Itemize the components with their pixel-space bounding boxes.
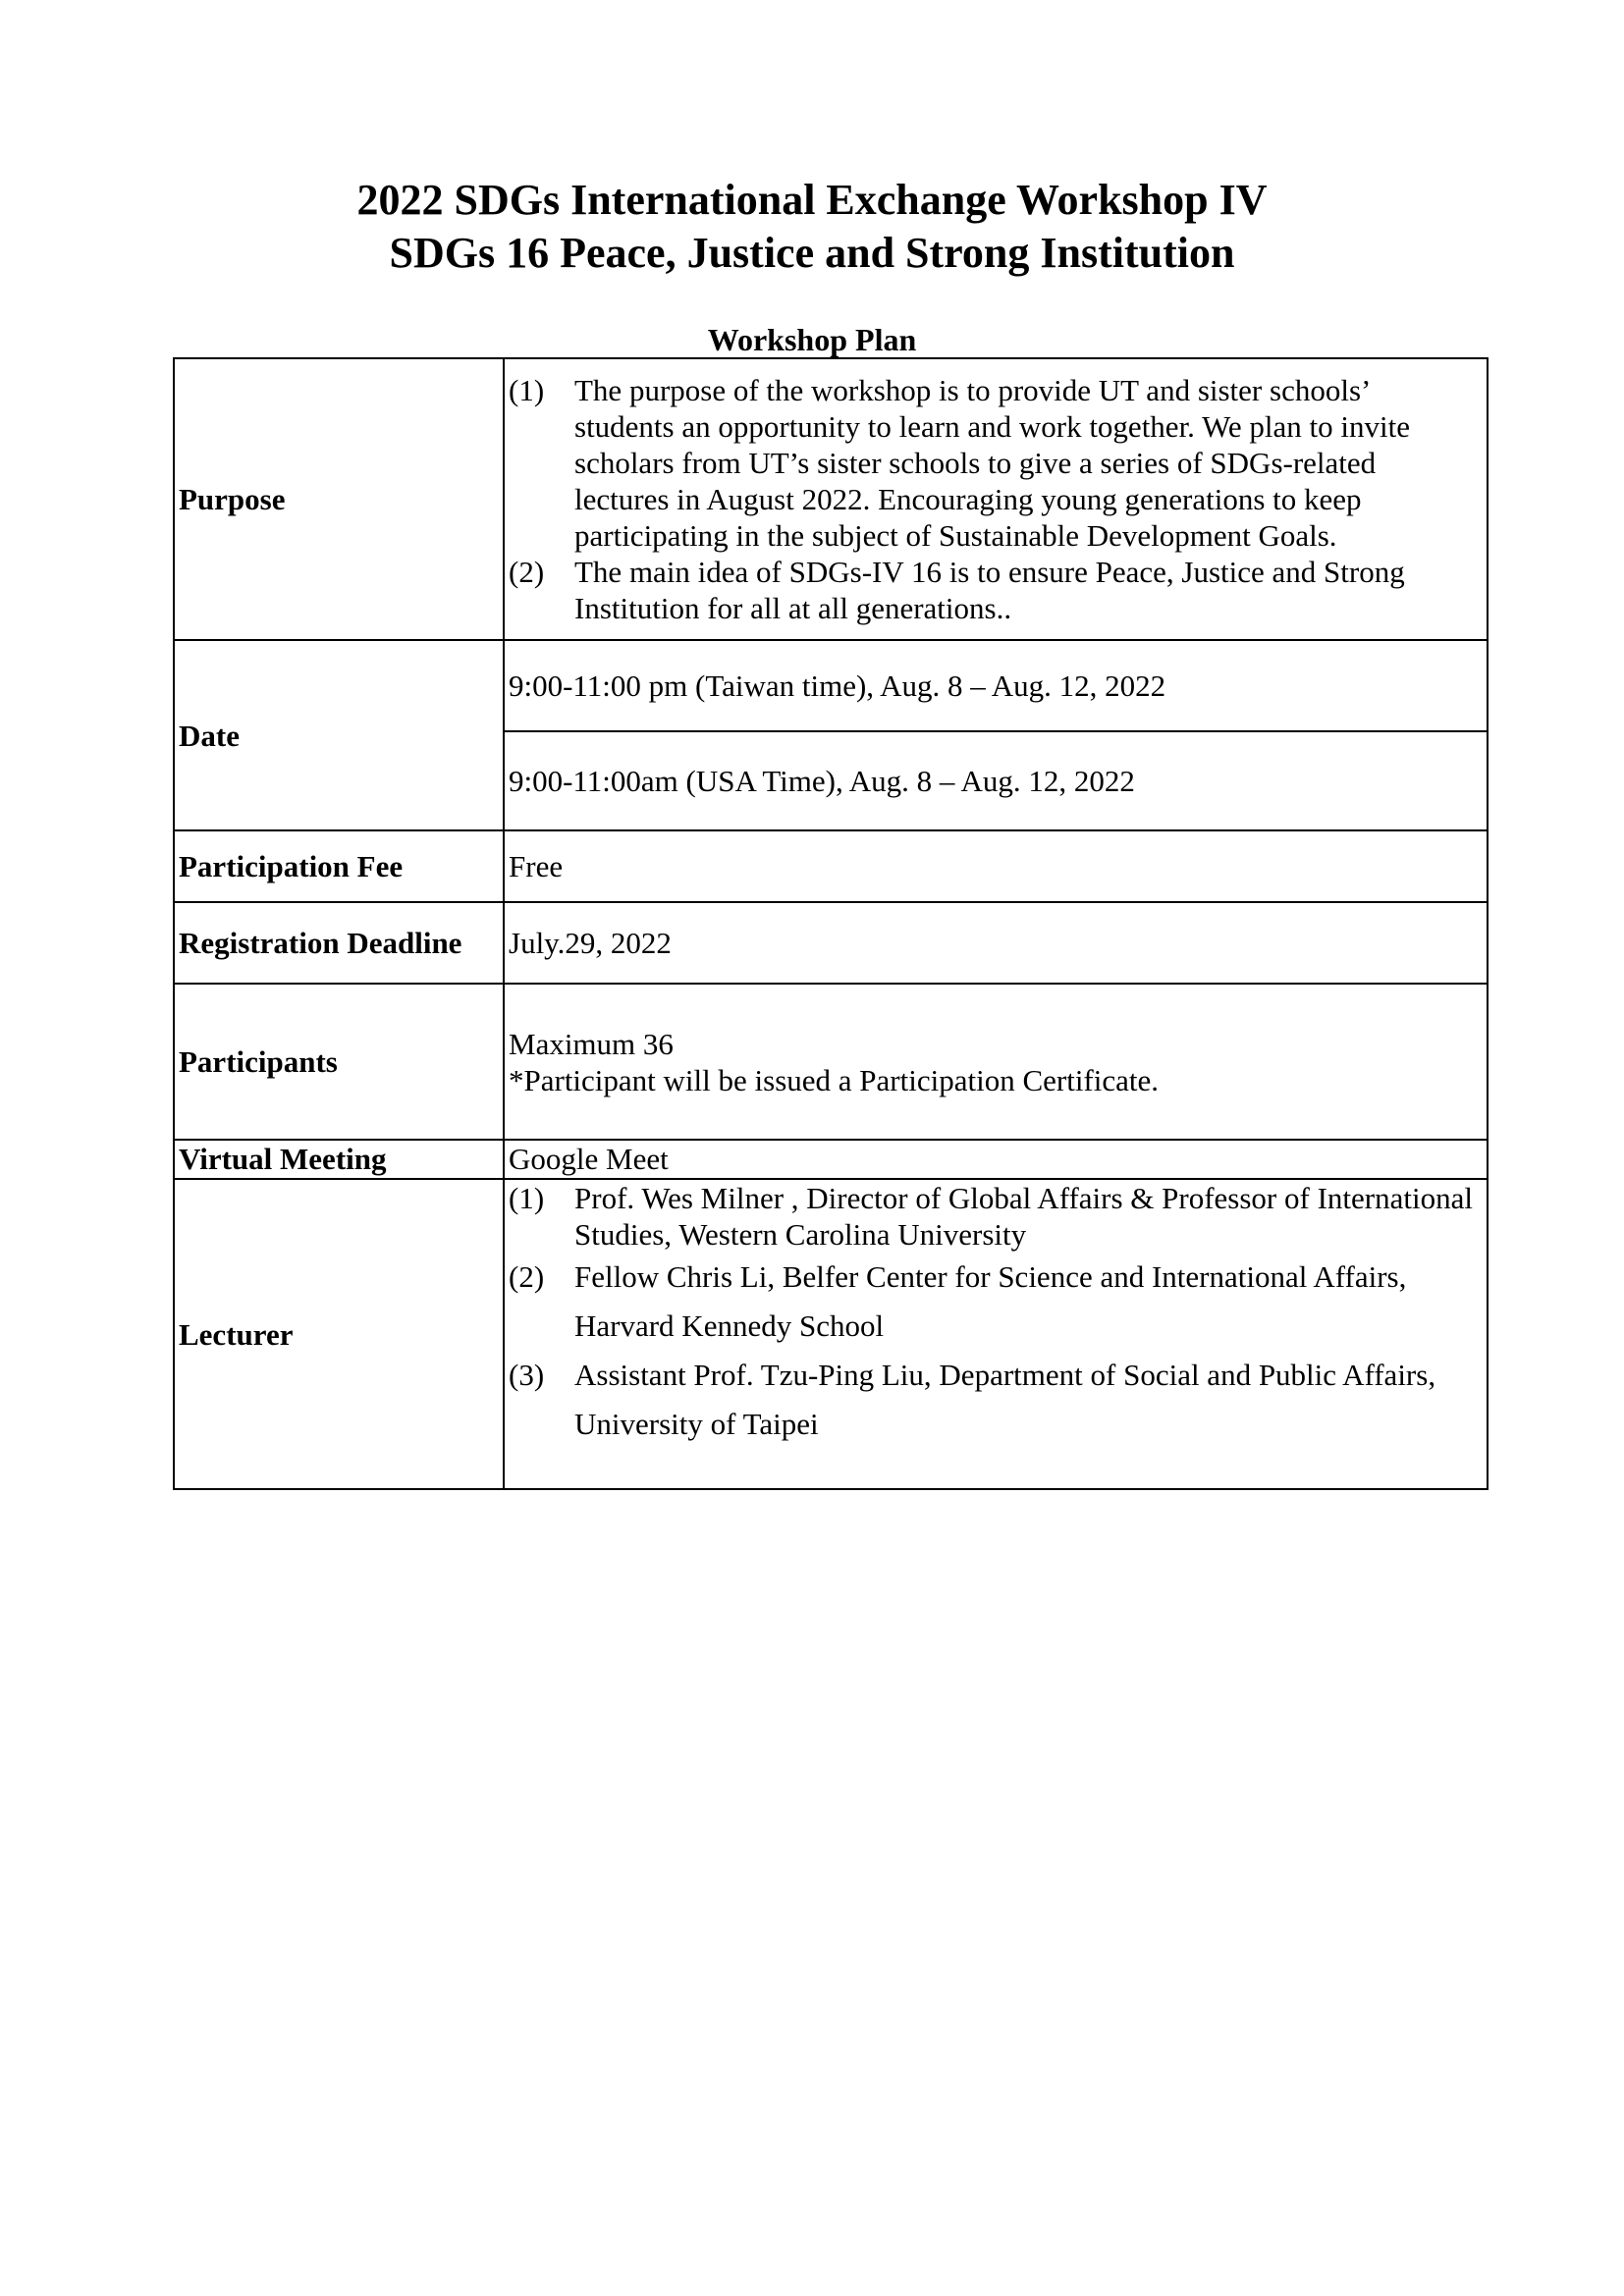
virtual-meeting-row	[174, 1140, 1488, 1179]
participants-label: Participants	[174, 984, 504, 1140]
purpose-item-1	[509, 372, 1473, 554]
fee-row	[174, 830, 1488, 902]
lecturer-item-2-number: (2)	[509, 1259, 545, 1294]
date-label: Date	[174, 640, 504, 830]
purpose-value	[504, 358, 1488, 640]
lecturer-item-3	[509, 1351, 1473, 1449]
lecturer-item-2-text: Fellow Chris Li, Belfer Center for Science and International Affairs, Harvard Kennedy School	[574, 1259, 1407, 1343]
lecturer-value	[504, 1179, 1488, 1489]
date-usa-value: 9:00-11:00am (USA Time), Aug. 8 – Aug. 12, 2022	[504, 731, 1488, 830]
participants-row	[174, 984, 1488, 1140]
deadline-label: Registration Deadline	[174, 902, 504, 984]
lecturer-item-1	[509, 1180, 1473, 1253]
virtual-meeting-value: Google Meet	[504, 1140, 1488, 1179]
lecturer-item-3-text: Assistant Prof. Tzu-Ping Liu, Department of Social and Public Affairs, University of Taipei	[574, 1358, 1436, 1441]
deadline-row	[174, 902, 1488, 984]
deadline-value: July.29, 2022	[504, 902, 1488, 984]
date-taiwan-value: 9:00-11:00 pm (Taiwan time), Aug. 8 – Aug. 12, 2022	[504, 640, 1488, 731]
purpose-item-2	[509, 554, 1473, 626]
lecturer-list	[509, 1180, 1473, 1449]
lecturer-item-3-number: (3)	[509, 1358, 545, 1392]
fee-label: Participation Fee	[174, 830, 504, 902]
purpose-item-2-text: The main idea of SDGs-IV 16 is to ensure Peace, Justice and Strong Institution for all at all generations..	[574, 555, 1405, 625]
document-title-line-2: SDGs 16 Peace, Justice and Strong Institution	[389, 229, 1235, 277]
date-row-taiwan	[174, 640, 1488, 731]
purpose-list	[509, 372, 1473, 626]
purpose-item-1-text: The purpose of the workshop is to provide UT and sister schools’ students an opportunity to learn and work together. We plan to invite scholars from UT’s sister schools to give a series of SDGs-related lectures in August 2022. Encouraging young generations to keep participating in the subject of Sustainable Development Goals.	[574, 373, 1410, 553]
lecturer-item-1-text: Prof. Wes Milner , Director of Global Affairs & Professor of International Studies, Western Carolina University	[574, 1181, 1473, 1252]
purpose-row	[174, 358, 1488, 640]
participants-value	[504, 984, 1488, 1140]
workshop-plan-table	[173, 357, 1489, 1490]
lecturer-item-2	[509, 1253, 1473, 1351]
fee-value: Free	[504, 830, 1488, 902]
purpose-item-1-number: (1)	[509, 373, 545, 407]
purpose-label: Purpose	[174, 358, 504, 640]
participants-maximum: Maximum 36	[509, 1026, 674, 1061]
document-title-line-1: 2022 SDGs International Exchange Workshop IV	[356, 176, 1268, 224]
lecturer-row	[174, 1179, 1488, 1489]
workshop-plan-heading: Workshop Plan	[707, 322, 917, 357]
lecturer-label: Lecturer	[174, 1179, 504, 1489]
participants-certificate-note: *Participant will be issued a Participation Certificate.	[509, 1062, 1160, 1097]
virtual-meeting-label: Virtual Meeting	[174, 1140, 504, 1179]
purpose-item-2-number: (2)	[509, 555, 545, 589]
lecturer-item-1-number: (1)	[509, 1181, 545, 1215]
